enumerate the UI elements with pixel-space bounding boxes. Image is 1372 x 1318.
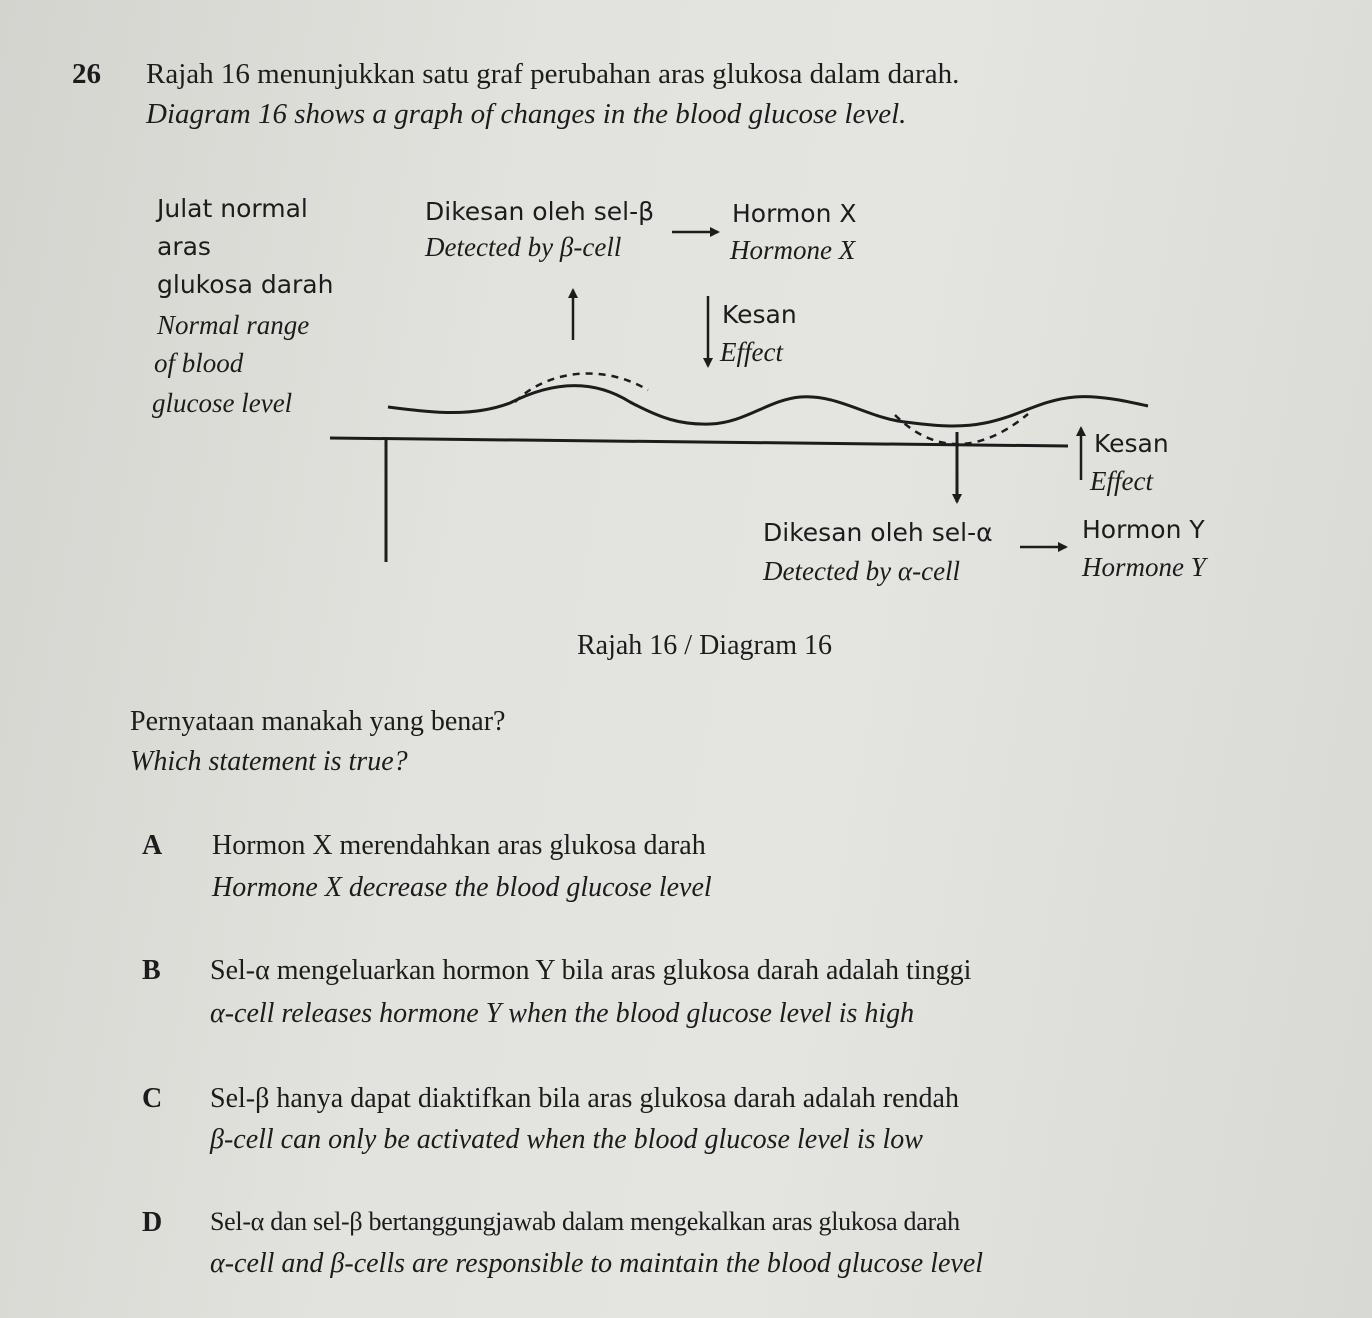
option-b-english[interactable]: α-cell releases hormone Y when the blood glucose level is high: [210, 998, 915, 1029]
glucose-curve: [388, 386, 1148, 426]
normal-range-english-1: Normal range: [157, 310, 310, 340]
normal-range-english-3: glucose level: [152, 388, 293, 418]
diagram-caption: Rajah 16 / Diagram 16: [577, 630, 833, 661]
normal-range-malay-1: Julat normal: [157, 194, 308, 223]
normal-range-english-2: of blood: [154, 348, 244, 378]
question-text-english: Diagram 16 shows a graph of changes in the blood glucose level.: [146, 98, 907, 130]
effect-top-malay: Kesan: [722, 300, 797, 329]
question-text-malay: Rajah 16 menunjukkan satu graf perubahan aras glukosa dalam darah.: [146, 58, 960, 90]
option-c-malay[interactable]: Sel-β hanya dapat diaktifkan bila aras glukosa darah adalah rendah: [210, 1083, 959, 1114]
detected-alpha-malay: Dikesan oleh sel-α: [763, 518, 993, 547]
hormone-y-malay: Hormon Y: [1082, 515, 1205, 544]
normal-range-malay-2: aras: [157, 232, 211, 261]
option-a-letter[interactable]: A: [142, 830, 163, 861]
question-number: 26: [72, 58, 101, 90]
stem-malay: Pernyataan manakah yang benar?: [130, 706, 506, 737]
option-d-letter[interactable]: D: [142, 1207, 163, 1238]
hormone-y-english: Hormone Y: [1082, 552, 1206, 582]
option-c-letter[interactable]: C: [142, 1083, 163, 1114]
effect-top-english: Effect: [720, 337, 783, 367]
low-deviation-dashed: [895, 414, 1028, 444]
detected-beta-malay: Dikesan oleh sel-β: [425, 197, 655, 226]
option-b-letter[interactable]: B: [142, 955, 161, 986]
option-c-english[interactable]: β-cell can only be activated when the blood glucose level is low: [210, 1124, 923, 1155]
stem-english: Which statement is true?: [130, 746, 408, 777]
effect-right-english: Effect: [1090, 466, 1153, 496]
detected-beta-english: Detected by β-cell: [425, 232, 622, 262]
detected-alpha-english: Detected by α-cell: [763, 556, 961, 586]
normal-range-malay-3: glukosa darah: [157, 270, 334, 299]
option-d-malay[interactable]: Sel-α dan sel-β bertanggungjawab dalam mengekalkan aras glukosa darah: [210, 1207, 960, 1236]
option-a-malay[interactable]: Hormon X merendahkan aras glukosa darah: [212, 830, 706, 861]
effect-right-malay: Kesan: [1094, 429, 1169, 458]
option-a-english[interactable]: Hormone X decrease the blood glucose level: [212, 872, 712, 903]
hormone-x-malay: Hormon X: [732, 199, 857, 228]
option-d-english[interactable]: α-cell and β-cells are responsible to maintain the blood glucose level: [210, 1248, 984, 1279]
hormone-x-english: Hormone X: [730, 235, 856, 265]
option-b-malay[interactable]: Sel-α mengeluarkan hormon Y bila aras glukosa darah adalah tinggi: [210, 955, 972, 986]
high-deviation-dashed: [515, 373, 648, 402]
